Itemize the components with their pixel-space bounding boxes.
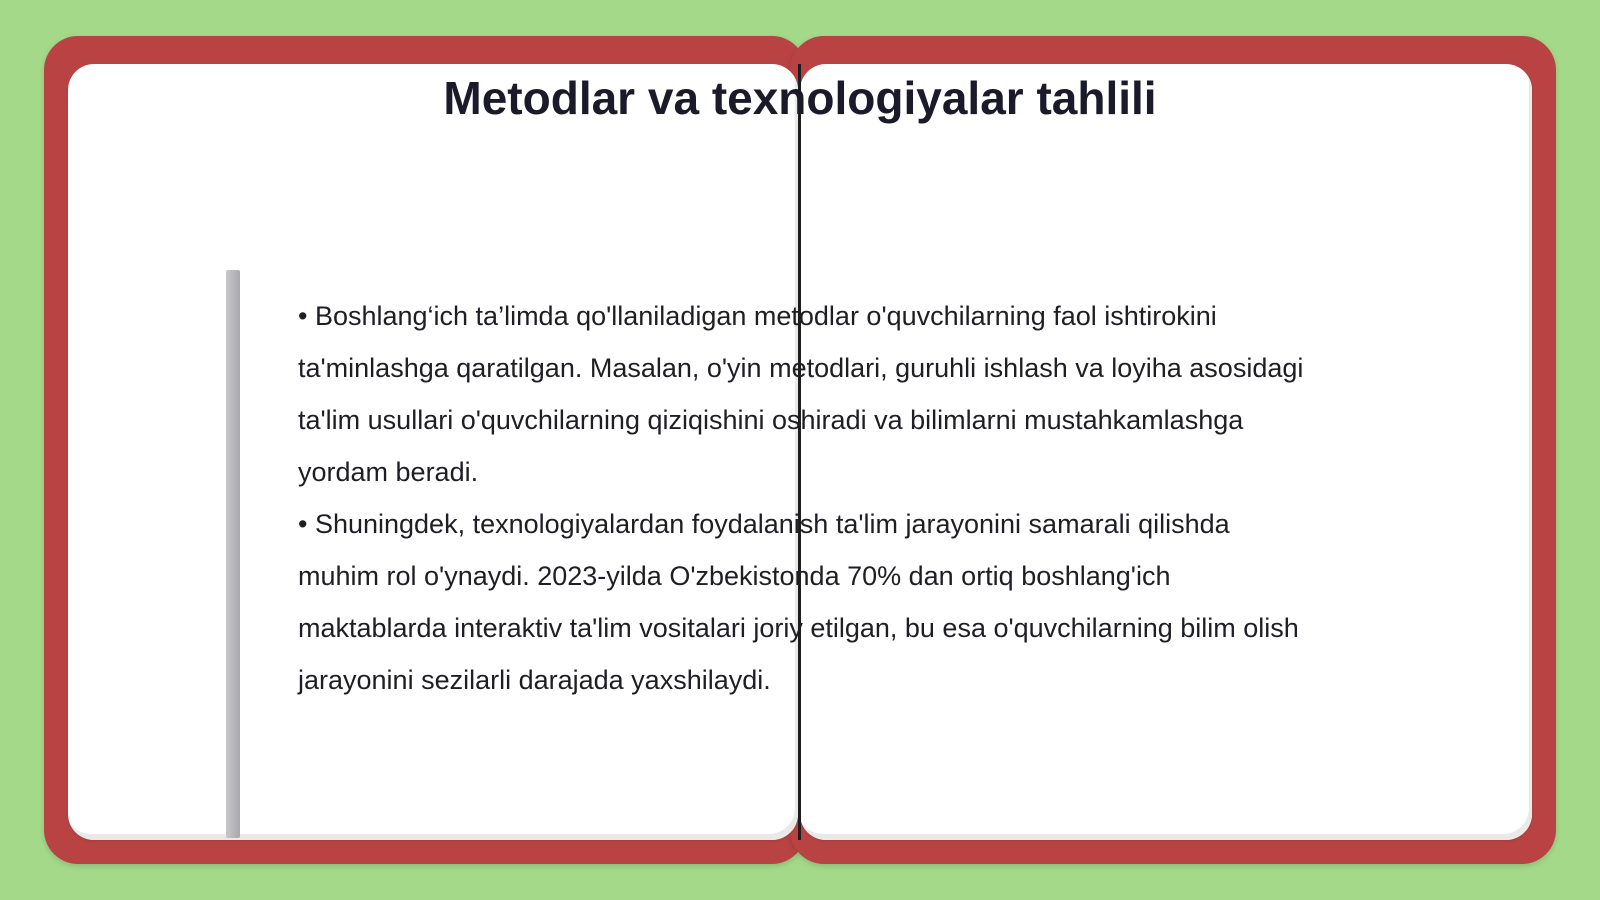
bullet-paragraph-methods: • Boshlang‘ich ta’limda qo'llaniladigan metodlar o'quvchilarning faol ishtirokini ta'minlashga qaratilgan. Masalan, o'yin metodlari, guruhli ishlash va loyiha asosidagi ta'lim usullari o'quvchilarning qiziqishini oshiradi va bilimlarni mustahkamlashga yordam beradi. <box>298 301 1304 487</box>
decorative-vertical-bar <box>226 270 240 838</box>
slide-title: Metodlar va texnologiyalar tahlili <box>443 72 1157 124</box>
bullet-paragraph-technology: • Shuningdek, texnologiyalardan foydalanish ta'lim jarayonini samarali qilishda muhim rol o'ynaydi. 2023-yilda O'zbekistonda 70% dan ortiq boshlang'ich maktablarda interaktiv ta'lim vositalari joriy etilgan, bu esa o'quvchilarning bilim olish jarayonini sezilarli darajada yaxshilaydi. <box>298 509 1299 695</box>
slide-body <box>298 290 1318 706</box>
